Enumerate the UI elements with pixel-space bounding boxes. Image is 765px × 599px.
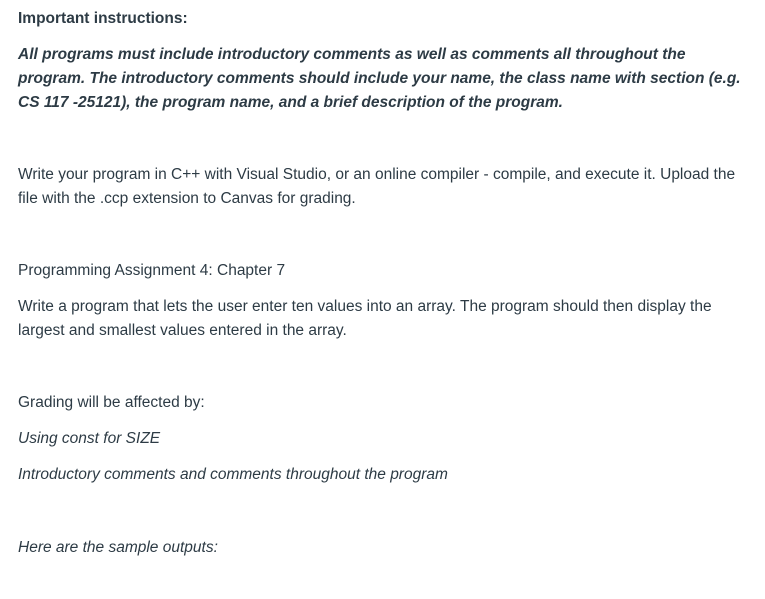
assignment-title: Programming Assignment 4: Chapter 7 [18,262,286,279]
grading-item-const-size: Using const for SIZE [18,430,161,447]
important-instructions-heading: Important instructions: [18,10,188,27]
compile-paragraph: Write your program in C++ with Visual Studio, or an online compiler - compile, and execute it. Upload the file with the .ccp extension to Canvas for grading. [18,166,736,207]
assignment-description: Write a program that lets the user enter ten values into an array. The program should then display the largest and smallest values entered in the array. [18,298,712,339]
grading-item-comments: Introductory comments and comments throughout the program [18,466,448,483]
grading-heading: Grading will be affected by: [18,394,205,411]
instructions-paragraph: All programs must include introductory comments as well as comments all throughout the program. The introductory comments should include your name, the class name with section (e.g. CS 117 -25121), the program name, and a brief description of the program. [18,46,741,111]
sample-outputs-label: Here are the sample outputs: [18,539,218,556]
